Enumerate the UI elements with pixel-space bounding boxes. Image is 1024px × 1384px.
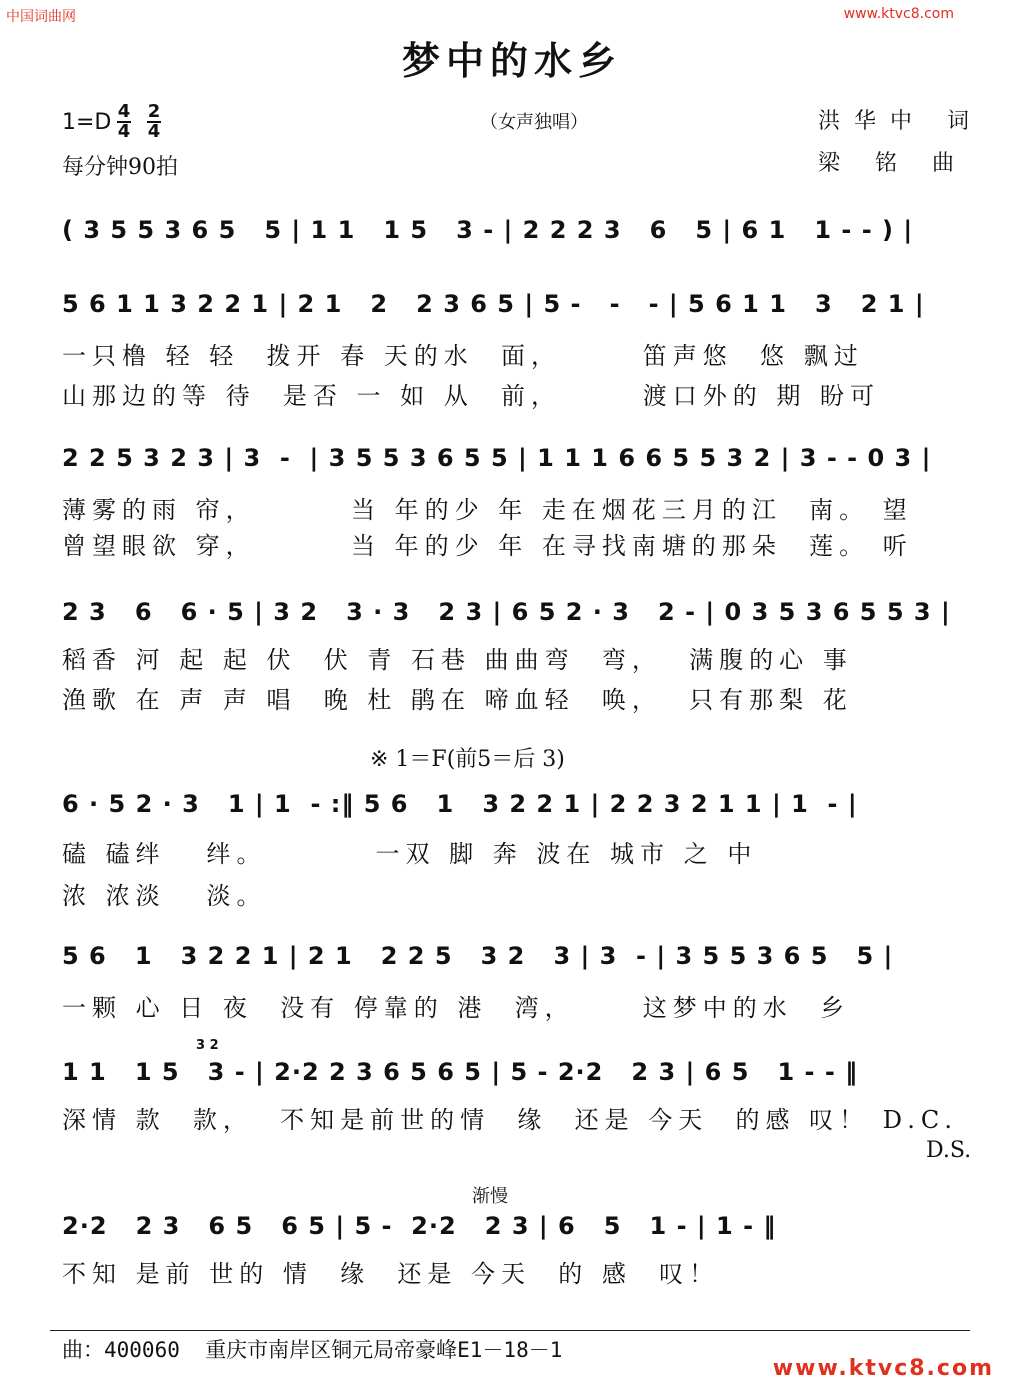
lyric-line-5b: 浓 浓淡 淡。 — [62, 882, 267, 910]
time-signature-1: $\frac{4}{4}$ — [117, 101, 131, 142]
footer-address: 曲：400060 重庆市南岸区铜元局帝豪峰E1－18－1 — [62, 1338, 563, 1362]
lyric-line-3a: 薄雾的雨 帘， 当 年的少 年 走在烟花三月的江 南。 望 — [62, 496, 913, 524]
site-url-right: www.ktvc8.com — [843, 6, 954, 22]
grace-note: 3 2 — [196, 1038, 219, 1053]
ritardando-marking: 渐慢 — [472, 1186, 508, 1207]
notation-line-3: 2 2 5 3 2 3 | 3 - | 3 5 5 3 6 5 5 | 1 1 1 6 6 5 5 3 2 | 3 - - 0 3 | — [62, 444, 932, 472]
lyric-line-8a: 不知 是前 世的 情 缘 还是 今天 的 感 叹！ — [62, 1260, 720, 1288]
lyric-line-5a: 磕 磕绊 绊。 一双 脚 奔 波在 城市 之 中 — [62, 840, 758, 868]
site-name-left: 中国词曲网 — [6, 9, 76, 25]
notation-line-2: 5 6 1 1 3 2 2 1 | 2 1 2 2 3 6 5 | 5 - - - | 5 6 1 1 3 2 1 | — [62, 290, 925, 318]
lyric-line-7a: 深情 款 款， 不知是前世的情 缘 还是 今天 的感 叹！ D.C. — [62, 1106, 958, 1134]
notation-line-5: 6 · 5 2 · 3 1 | 1 - :‖ 5 6 1 3 2 2 1 | 2 2 3 2 1 1 | 1 - | — [62, 790, 858, 818]
notation-line-6: 5 6 1 3 2 2 1 | 2 1 2 2 5 3 2 3 | 3 - | 3 5 5 3 6 5 5 | — [62, 942, 894, 970]
footer-divider — [50, 1330, 970, 1331]
composer-credit: 梁 铭 曲 — [818, 151, 968, 176]
lyric-line-2a: 一只橹 轻 轻 拨开 春 天的水 面， 笛声悠 悠 飘过 — [62, 342, 864, 370]
time-signature-2: $\frac{2}{4}$ — [147, 101, 161, 142]
lyric-line-2b: 山那边的等 待 是否 一 如 从 前， 渡口外的 期 盼可 — [62, 382, 881, 410]
lyricist-credit: 洪华中 词 — [818, 109, 983, 134]
lyric-line-3b: 曾望眼欲 穿， 当 年的少 年 在寻找南塘的那朵 莲。 听 — [62, 532, 913, 560]
notation-line-7: 1 1 1 5 3 - | 2·2 2 3 6 5 6 5 | 5 - 2·2 2 3 | 6 5 1 - - ‖ — [62, 1058, 859, 1086]
notation-line-8: 2·2 2 3 6 5 6 5 | 5 - 2·2 2 3 | 6 5 1 - | 1 - ‖ — [62, 1212, 777, 1240]
site-logo-bottom: www.ktvc8.com — [772, 1356, 994, 1381]
segno-key-change: ※ 1＝F(前5＝后 3) — [370, 747, 565, 772]
tempo-marking: 每分钟90拍 — [62, 155, 178, 180]
lyric-line-6a: 一颗 心 日 夜 没有 停靠的 港 湾， 这梦中的水 乡 — [62, 994, 851, 1022]
key-signature: 1=D — [62, 110, 112, 135]
ds-marking: D.S. — [926, 1138, 972, 1163]
lyric-line-4a: 稻香 河 起 起 伏 伏 青 石巷 曲曲弯 弯， 满腹的心 事 — [62, 646, 853, 674]
lyric-line-4b: 渔歌 在 声 声 唱 晚 杜 鹃在 啼血轻 唤， 只有那梨 花 — [62, 686, 853, 714]
notation-line-1: ( 3 5 5 3 6 5 5 | 1 1 1 5 3 - | 2 2 2 3 6 5 | 6 1 1 - - ) | — [62, 216, 914, 244]
song-title: 梦中的水乡 — [401, 38, 622, 83]
performance-note: （女声独唱） — [480, 112, 588, 133]
notation-line-4: 2 3 6 6 · 5 | 3 2 3 · 3 2 3 | 6 5 2 · 3 2 - | 0 3 5 3 6 5 5 3 | — [62, 598, 951, 626]
